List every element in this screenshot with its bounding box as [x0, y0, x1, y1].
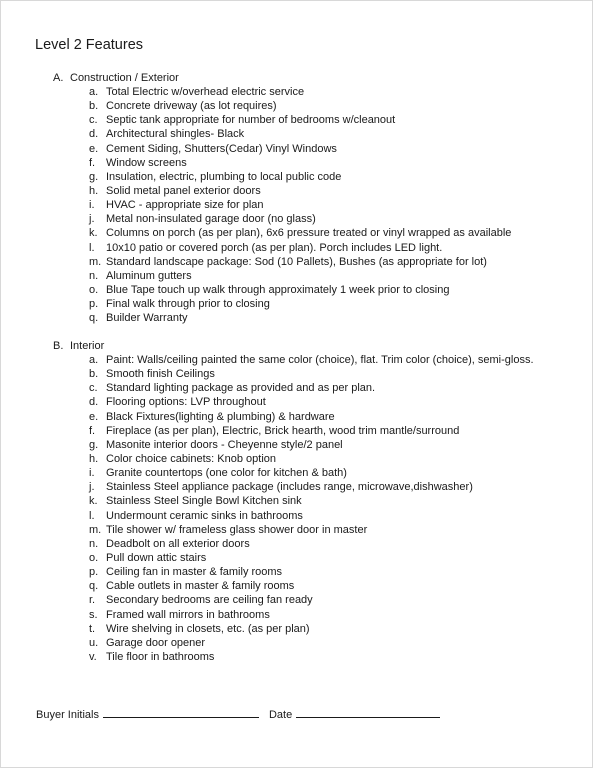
list-item-marker: i.	[89, 199, 95, 212]
list-item-text: Deadbolt on all exterior doors	[106, 537, 250, 550]
list-item-text: Garage door opener	[106, 636, 206, 649]
list-item	[53, 438, 583, 452]
list-item-marker: j.	[89, 213, 95, 226]
list-item-text: Standard landscape package: Sod (10 Pallets), Bushes (as appropriate for lot)	[106, 255, 487, 268]
list-item	[53, 255, 583, 269]
list-item	[53, 480, 583, 494]
list-item-text: Total Electric w/overhead electric service	[106, 86, 305, 98]
list-item-marker: g.	[89, 170, 99, 183]
list-item	[53, 85, 583, 99]
list-item	[53, 466, 583, 480]
list-item-marker: i.	[89, 467, 95, 480]
list-item	[53, 494, 583, 508]
date-blank[interactable]	[296, 707, 440, 718]
list-item-text: 10x10 patio or covered porch (as per plan). Porch includes LED light.	[106, 241, 443, 254]
list-item-marker: s.	[89, 608, 98, 621]
list-item	[53, 537, 583, 551]
list-item	[53, 509, 583, 523]
buyer-initials-blank[interactable]	[103, 707, 259, 718]
list-item	[53, 452, 583, 466]
list-item-marker: c.	[89, 114, 98, 127]
list-item-text: Undermount ceramic sinks in bathrooms	[106, 509, 303, 522]
list-item-text: Framed wall mirrors in bathrooms	[106, 608, 270, 621]
list-item-text: Solid metal panel exterior doors	[106, 184, 261, 197]
list-item-text: Smooth finish Ceilings	[106, 368, 215, 381]
list-item	[53, 353, 583, 367]
list-item-text: Cement Siding, Shutters(Cedar) Vinyl Windows	[106, 142, 337, 155]
list-item-marker: m.	[89, 255, 102, 268]
list-item-text: Cable outlets in master & family rooms	[106, 580, 295, 593]
list-item-marker: v.	[89, 650, 97, 663]
list-item	[53, 226, 583, 240]
list-item	[53, 283, 583, 297]
list-item	[53, 650, 583, 664]
signature-footer	[36, 707, 440, 722]
section-heading	[53, 71, 583, 85]
list-item-text: Stainless Steel Single Bowl Kitchen sink	[106, 495, 302, 508]
list-item	[53, 593, 583, 607]
document-title: Level 2 Features	[35, 37, 144, 53]
list-item-marker: j.	[89, 481, 95, 494]
list-item-text: Pull down attic stairs	[106, 551, 207, 564]
section-interior	[53, 339, 583, 664]
list-item-text: Septic tank appropriate for number of bedrooms w/cleanout	[106, 114, 396, 127]
list-item-marker: q.	[89, 312, 99, 325]
list-item-text: Builder Warranty	[106, 312, 188, 325]
section-title: Construction / Exterior	[70, 72, 179, 84]
list-item	[53, 127, 583, 141]
list-item-marker: r.	[89, 594, 96, 607]
list-item	[53, 170, 583, 184]
list-item-marker: o.	[89, 283, 99, 296]
list-item	[53, 381, 583, 395]
list-item-marker: o.	[89, 551, 99, 564]
list-item	[53, 99, 583, 113]
list-item	[53, 565, 583, 579]
list-item-text: Final walk through prior to closing	[106, 298, 270, 311]
list-item-text: Color choice cabinets: Knob option	[106, 452, 276, 465]
list-item	[53, 156, 583, 170]
list-item-text: Ceiling fan in master & family rooms	[106, 566, 283, 579]
list-item-marker: h.	[89, 184, 99, 197]
list-item-marker: l.	[89, 509, 95, 522]
list-item-text: Architectural shingles- Black	[106, 128, 245, 141]
list-item-marker: b.	[89, 368, 99, 381]
date-label: Date	[268, 709, 293, 721]
list-item-marker: l.	[89, 241, 95, 254]
list-item-marker: e.	[89, 142, 99, 155]
list-item	[53, 622, 583, 636]
list-item	[53, 241, 583, 255]
list-item	[53, 579, 583, 593]
list-item-text: Black Fixtures(lighting & plumbing) & hardware	[106, 410, 335, 423]
list-item	[53, 311, 583, 325]
list-item-text: Secondary bedrooms are ceiling fan ready	[106, 594, 313, 607]
list-item	[53, 212, 583, 226]
list-item	[53, 367, 583, 381]
list-item	[53, 523, 583, 537]
list-item-text: Tile shower w/ frameless glass shower door in master	[106, 523, 368, 536]
list-item-text: Fireplace (as per plan), Electric, Brick hearth, wood trim mantle/surround	[106, 424, 460, 437]
list-item-marker: k.	[89, 227, 98, 240]
feature-list	[53, 85, 583, 325]
list-item-text: Wire shelving in closets, etc. (as per plan)	[106, 622, 310, 635]
list-item-marker: k.	[89, 495, 98, 508]
section-letter: B.	[53, 340, 64, 352]
list-item-marker: n.	[89, 537, 99, 550]
list-item	[53, 184, 583, 198]
list-item-text: Granite countertops (one color for kitchen & bath)	[106, 467, 347, 480]
list-item-text: Standard lighting package as provided and as per plan.	[106, 382, 376, 395]
list-item	[53, 269, 583, 283]
list-item	[53, 198, 583, 212]
list-item-text: Metal non-insulated garage door (no glass)	[106, 213, 316, 226]
list-item-marker: c.	[89, 382, 98, 395]
list-item-marker: b.	[89, 100, 99, 113]
section-heading	[53, 339, 583, 353]
list-item-text: HVAC - appropriate size for plan	[106, 199, 264, 212]
list-item	[53, 142, 583, 156]
list-item-marker: e.	[89, 410, 99, 423]
list-item-marker: d.	[89, 396, 99, 409]
section-title: Interior	[70, 340, 105, 352]
list-item-text: Masonite interior doors - Cheyenne style/2 panel	[106, 438, 343, 451]
list-item-marker: u.	[89, 636, 99, 649]
section-construction-exterior	[53, 71, 583, 325]
list-item-marker: p.	[89, 298, 99, 311]
list-item	[53, 608, 583, 622]
list-item	[53, 424, 583, 438]
list-item-text: Flooring options: LVP throughout	[106, 396, 266, 409]
list-item-marker: p.	[89, 566, 99, 579]
list-item-marker: d.	[89, 128, 99, 141]
list-item-text: Tile floor in bathrooms	[106, 650, 215, 663]
list-item-marker: t.	[89, 622, 96, 635]
list-item-marker: a.	[89, 86, 99, 98]
buyer-initials-label: Buyer Initials	[36, 709, 99, 721]
list-item-marker: g.	[89, 438, 99, 451]
list-item-marker: f.	[89, 156, 96, 169]
list-item	[53, 410, 583, 424]
list-item	[53, 395, 583, 409]
list-item-text: Insulation, electric, plumbing to local public code	[106, 170, 342, 183]
list-item	[53, 297, 583, 311]
list-item-marker: a.	[89, 354, 99, 366]
list-item-marker: n.	[89, 269, 99, 282]
list-item-text: Paint: Walls/ceiling painted the same color (choice), flat. Trim color (choice), semi-gloss.	[106, 354, 534, 366]
list-item-marker: m.	[89, 523, 102, 536]
list-item-marker: h.	[89, 452, 99, 465]
list-item-text: Aluminum gutters	[106, 269, 192, 282]
list-item-text: Blue Tape touch up walk through approximately 1 week prior to closing	[106, 283, 450, 296]
list-item	[53, 636, 583, 650]
list-item-text: Concrete driveway (as lot requires)	[106, 100, 277, 113]
list-item	[53, 551, 583, 565]
list-item-marker: f.	[89, 424, 96, 437]
list-item-text: Stainless Steel appliance package (includes range, microwave,dishwasher)	[106, 481, 473, 494]
list-item-text: Columns on porch (as per plan), 6x6 pressure treated or vinyl wrapped as available	[106, 227, 512, 240]
list-item-marker: q.	[89, 580, 99, 593]
list-item	[53, 113, 583, 127]
section-letter: A.	[53, 72, 64, 84]
list-item-text: Window screens	[106, 156, 187, 169]
feature-list	[53, 353, 583, 664]
